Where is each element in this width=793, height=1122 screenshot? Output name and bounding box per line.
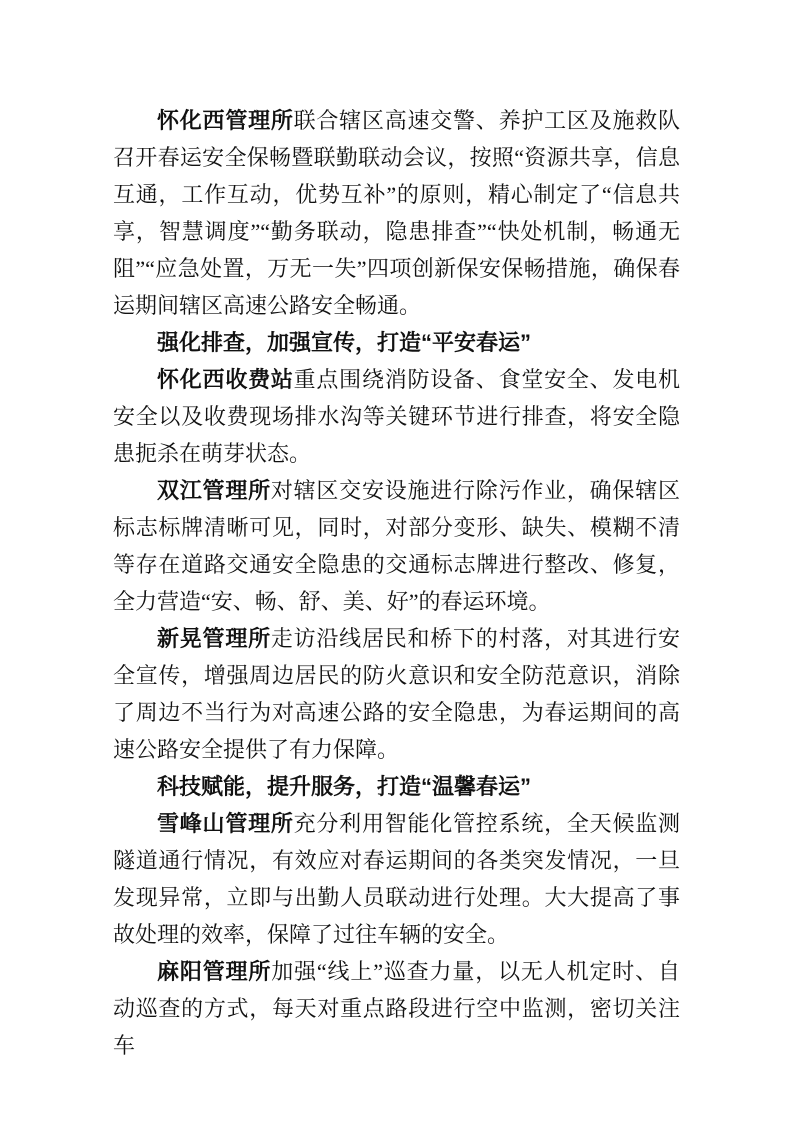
document-body xyxy=(113,102,680,1064)
heading-text: 强化排查，加强宣传，打造“平安春运” xyxy=(157,330,532,355)
body-paragraph-xuefengshan-office xyxy=(113,805,680,953)
paragraph-text: 联合辖区高速交警、养护工区及施救队召开春运安全保畅暨联勤联动会议，按照“资源共享，信息互通，工作互动，优势互补”的原则，精心制定了“信息共享，智慧调度”“勤务联动，隐患排查”“快处机制，畅通无阻”“应急处置，万无一失”四项创新保安保畅措施，确保春运期间辖区高速公路安全畅通。 xyxy=(113,108,680,318)
paragraph-text: 对辖区交安设施进行除污作业，确保辖区标志标牌清晰可见，同时，对部分变形、缺失、模糊不清等存在道路交通安全隐患的交通标志牌进行整改、修复，全力营造“安、畅、舒、美、好”的春运环境。 xyxy=(113,478,680,614)
heading-text: 科技赋能，提升服务，打造“温馨春运” xyxy=(157,774,532,799)
org-name-bold: 新晃管理所 xyxy=(157,626,271,651)
body-paragraph-shuangjiang-office xyxy=(113,472,680,620)
paragraph-text: 重点围绕消防设备、食堂安全、发电机安全以及收费现场排水沟等关键环节进行排查，将安全隐患扼杀在萌芽状态。 xyxy=(113,367,680,466)
section-heading-wenxin-chunyun xyxy=(113,768,680,805)
paragraph-text: 走访沿线居民和桥下的村落，对其进行安全宣传，增强周边居民的防火意识和安全防范意识，消除了周边不当行为对高速公路的安全隐患，为春运期间的高速公路安全提供了有力保障。 xyxy=(113,626,680,762)
section-heading-pingan-chunyun xyxy=(113,324,680,361)
body-paragraph-huaihuaxi-tollstation xyxy=(113,361,680,472)
org-name-bold: 怀化西收费站 xyxy=(157,367,294,392)
body-paragraph-huaihuaxi-office xyxy=(113,102,680,324)
org-name-bold: 双江管理所 xyxy=(157,478,271,503)
paragraph-text: 加强“线上”巡查力量，以无人机定时、自动巡查的方式，每天对重点路段进行空中监测，密切关注车 xyxy=(113,959,680,1058)
paragraph-text: 充分利用智能化管控系统，全天候监测隧道通行情况，有效应对春运期间的各类突发情况，一旦发现异常，立即与出勤人员联动进行处理。大大提高了事故处理的效率，保障了过往车辆的安全。 xyxy=(113,811,680,947)
org-name-bold: 麻阳管理所 xyxy=(157,959,272,984)
body-paragraph-xinhuang-office xyxy=(113,620,680,768)
org-name-bold: 雪峰山管理所 xyxy=(157,811,294,836)
body-paragraph-mayang-office xyxy=(113,953,680,1064)
org-name-bold: 怀化西管理所 xyxy=(157,108,294,133)
